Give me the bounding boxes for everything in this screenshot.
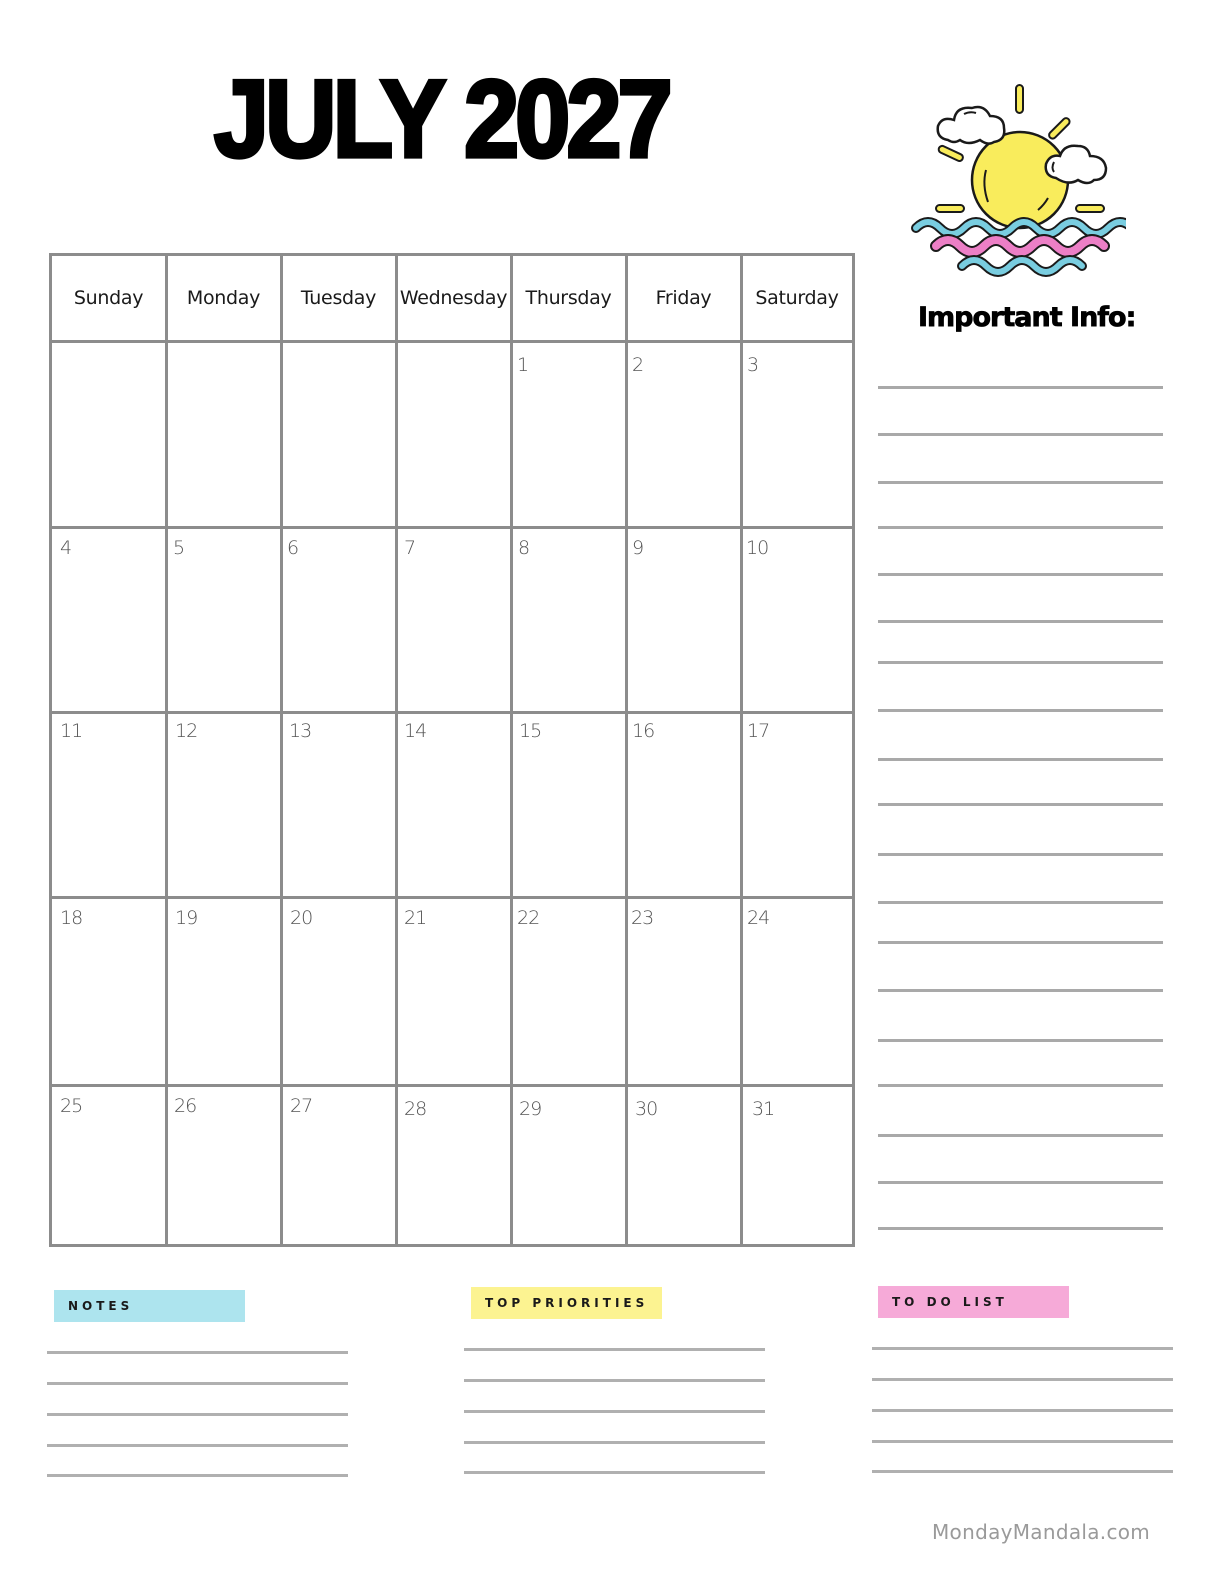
weekday-tuesday: Tuesday: [300, 287, 377, 309]
writing-line[interactable]: [464, 1379, 765, 1382]
date-cell[interactable]: 26: [174, 1095, 197, 1117]
calendar-grid: [49, 253, 855, 1247]
date-cell[interactable]: 25: [60, 1095, 83, 1117]
date-cell[interactable]: 21: [404, 907, 427, 929]
date-cell[interactable]: 27: [290, 1095, 313, 1117]
date-cell[interactable]: 14: [404, 720, 427, 742]
todo-label: TO DO LIST: [878, 1286, 1069, 1318]
grid-divider: [395, 256, 398, 1244]
date-cell[interactable]: 18: [60, 907, 83, 929]
grid-divider: [280, 256, 283, 1244]
watermark: MondayMandala.com: [932, 1520, 1151, 1544]
grid-divider: [52, 711, 852, 714]
important-info-lines: [878, 0, 1164, 1582]
writing-line[interactable]: [464, 1441, 765, 1444]
date-cell[interactable]: 17: [747, 720, 770, 742]
grid-divider: [52, 526, 852, 529]
writing-line[interactable]: [878, 433, 1163, 436]
writing-line[interactable]: [872, 1347, 1173, 1350]
writing-line[interactable]: [878, 901, 1163, 904]
weekday-friday: Friday: [655, 287, 712, 309]
writing-line[interactable]: [878, 853, 1163, 856]
page-title: JULY 2027: [214, 58, 669, 181]
writing-line[interactable]: [878, 1134, 1163, 1137]
date-cell[interactable]: 10: [746, 537, 769, 559]
grid-divider: [510, 256, 513, 1244]
grid-divider: [52, 896, 852, 899]
writing-line[interactable]: [47, 1382, 348, 1385]
writing-line[interactable]: [464, 1471, 765, 1474]
writing-line[interactable]: [47, 1444, 348, 1447]
date-cell[interactable]: 15: [519, 720, 542, 742]
date-cell[interactable]: 4: [60, 537, 72, 559]
writing-line[interactable]: [878, 481, 1163, 484]
date-cell[interactable]: 20: [290, 907, 313, 929]
date-cell[interactable]: 28: [404, 1098, 427, 1120]
date-cell[interactable]: 31: [752, 1098, 775, 1120]
date-cell[interactable]: 29: [519, 1098, 542, 1120]
writing-line[interactable]: [464, 1348, 765, 1351]
date-cell[interactable]: 22: [517, 907, 540, 929]
weekday-sunday: Sunday: [73, 287, 144, 309]
writing-line[interactable]: [878, 941, 1163, 944]
grid-divider: [165, 256, 168, 1244]
weekday-header-row: [52, 256, 852, 343]
writing-line[interactable]: [47, 1351, 348, 1354]
grid-divider: [625, 256, 628, 1244]
date-cell[interactable]: 30: [635, 1098, 658, 1120]
date-cell[interactable]: 6: [287, 537, 299, 559]
date-cell[interactable]: 24: [747, 907, 770, 929]
grid-divider: [740, 256, 743, 1244]
writing-line[interactable]: [878, 709, 1163, 712]
writing-line[interactable]: [878, 386, 1163, 389]
writing-line[interactable]: [878, 573, 1163, 576]
writing-line[interactable]: [872, 1409, 1173, 1412]
date-cell[interactable]: 5: [173, 537, 185, 559]
writing-line[interactable]: [464, 1410, 765, 1413]
writing-line[interactable]: [878, 620, 1163, 623]
date-cell[interactable]: 12: [175, 720, 198, 742]
writing-line[interactable]: [872, 1470, 1173, 1473]
weekday-thursday: Thursday: [525, 287, 612, 309]
date-cell[interactable]: 2: [632, 354, 644, 376]
date-cell[interactable]: 3: [747, 354, 759, 376]
writing-line[interactable]: [878, 758, 1163, 761]
date-cell[interactable]: 19: [175, 907, 198, 929]
writing-line[interactable]: [878, 526, 1163, 529]
date-cell[interactable]: 16: [632, 720, 655, 742]
date-cell[interactable]: 7: [404, 537, 416, 559]
writing-line[interactable]: [47, 1413, 348, 1416]
top-priorities-label: TOP PRIORITIES: [471, 1287, 662, 1319]
date-cell[interactable]: 11: [60, 720, 83, 742]
writing-line[interactable]: [878, 661, 1163, 664]
grid-divider: [52, 1084, 852, 1087]
weekday-saturday: Saturday: [755, 287, 839, 309]
date-cell[interactable]: 1: [517, 354, 529, 376]
writing-line[interactable]: [878, 1084, 1163, 1087]
writing-line[interactable]: [878, 1227, 1163, 1230]
notes-label: NOTES: [54, 1290, 245, 1322]
date-cell[interactable]: 9: [632, 537, 644, 559]
date-cell[interactable]: 23: [631, 907, 654, 929]
writing-line[interactable]: [878, 803, 1163, 806]
writing-line[interactable]: [878, 1039, 1163, 1042]
writing-line[interactable]: [878, 989, 1163, 992]
weekday-monday: Monday: [186, 287, 261, 309]
writing-line[interactable]: [872, 1378, 1173, 1381]
date-cell[interactable]: 13: [289, 720, 312, 742]
important-info-heading: Important Info:: [918, 302, 1136, 333]
writing-line[interactable]: [872, 1440, 1173, 1443]
date-cell[interactable]: 8: [518, 537, 530, 559]
writing-line[interactable]: [47, 1474, 348, 1477]
writing-line[interactable]: [878, 1181, 1163, 1184]
weekday-wednesday: Wednesday: [399, 287, 508, 309]
